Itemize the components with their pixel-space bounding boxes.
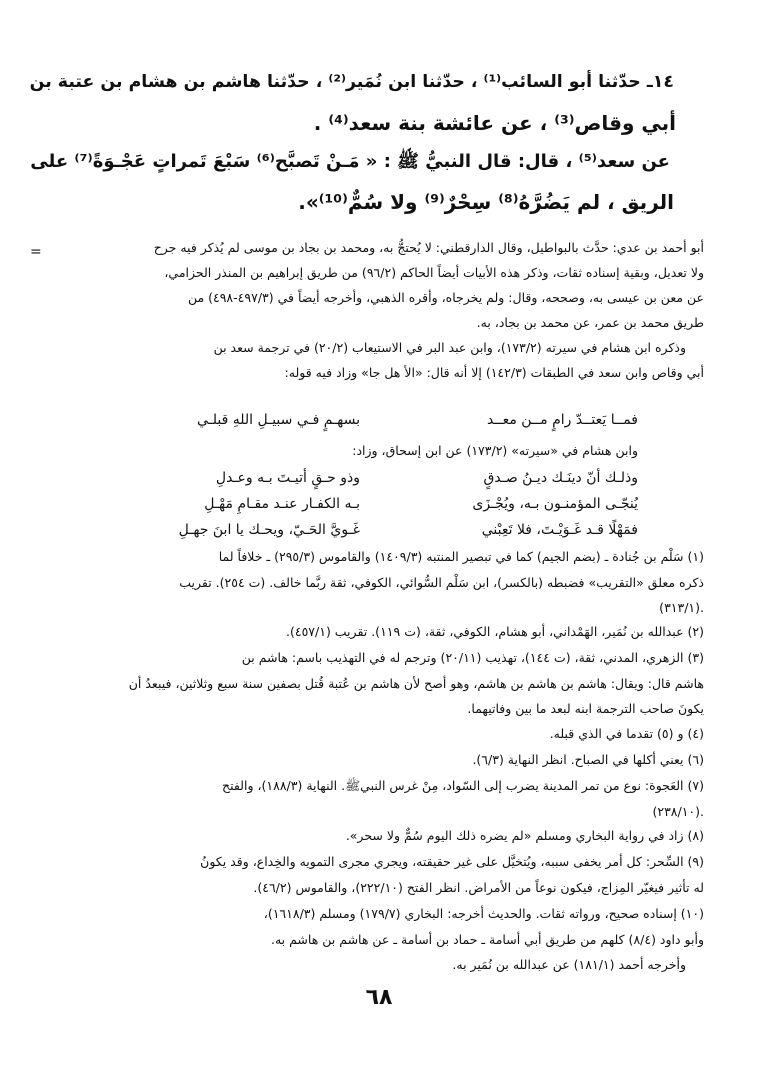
verse-second-hemistich: وذو حـقٍ أتيـتَ بـه وعـدلِ (215, 470, 360, 486)
footnote-line: (١) سَلْم بن جُنادة ـ (بضم الجيم) كما في تبصير المنتبه (١٤٠٩/٣) والقاموس (٢٩٥/٣) ـ خلافاً لما (218, 549, 704, 564)
hadith-line: عن سعد⁽⁵⁾ ، قال: قال النبيُّ ﷺ : « مَـنْ تَصبَّح⁽⁶⁾ سَبْعَ تَمراتٍ عَجْـوَةً⁽⁷⁾ على (30, 151, 670, 172)
footnote-line: طريق محمد بن عمر، عن محمد بن بجاد، به. (476, 315, 704, 330)
footnote-line: (٦) يعني أكلها في الصباح. انظر النهاية (٦/٣). (472, 752, 704, 767)
footnote-line: (١٠) إسناده صحيح، ورواته ثقات. والحديث أخرجه: البخاري (١٧٩/٧) ومسلم (١٦١٨/٣)، (263, 906, 704, 921)
footnote-line: (٢) عبدالله بن نُمَير، الهَمْداني، أبو هشام، الكوفي، ثقة، (ت ١١٩). تقريب (٤٥٧/١). (286, 624, 704, 639)
footnote-line: ذكره معلق «التقريب» فضبطه (بالكسر)، ابن سَلْم السُّوائي، الكوفي، ثقة ربَّما خالف. (ت ٢٥٤). تقريب (179, 575, 704, 590)
continuation-mark: = (30, 244, 42, 260)
footnote-line: ولا تعديل، وبقية إسناده ثقات، وذكر هذه الأبيات أيضاً الحاكم (٩٦/٢) من طريق إبراهيم بن المنذر الحزامي، (164, 265, 704, 280)
verse-first-hemistich: وذلـك أنّ دينَـك ديـنُ صـدقٍ (483, 470, 638, 486)
footnote-line: يكونَ صاحب الترجمة ابنه لبعد ما بين وفاتيهما. (467, 701, 704, 716)
footnote-line: وأبو داود (٨/٤) كلهم من طريق أبي أسامة ـ حماد بن أسامة ـ عن هاشم بن هاشم به. (270, 932, 704, 947)
hadith-line: ١٤ـ حدّثنا أبو السائب⁽¹⁾ ، حدّثنا ابن نُمَير⁽²⁾ ، حدّثنا هاشم بن هشام بن عتبة بن (29, 72, 674, 92)
verse-first-hemistich: فمــا يَعتــدّ رامٍ مــن معــد (487, 412, 638, 428)
hadith-line: أبي وقاص⁽³⁾ ، عن عائشة بنة سعد⁽⁴⁾ . (313, 111, 676, 135)
footnote-line: وأخرجه أحمد (١٨١/١) عن عبدالله بن نُمَير به. (452, 957, 686, 972)
hadith-line: الريق ، لم يَضُرَّهُ⁽⁸⁾ سِحْرٌ⁽⁹⁾ ولا سُمٌّ⁽¹⁰⁾». (298, 190, 674, 214)
verse-first-hemistich: يُنجّـى المؤمنـون بـه، ويُجْـزَى (472, 496, 638, 512)
footnote-line: أبو أحمد بن عدي: حدَّث بالبواطيل، وقال الدارقطني: لا يُحتجُّ به، ومحمد بن بجاد بن موسى لم يُذكر فيه جرح (153, 240, 704, 255)
footnote-line: عن معن بن عيسى به، وصححه، وقال: ولم يخرجاه، وأقره الذهبي، وأخرجه أيضاً في (٤٩٧/٣-٤٩٨) من (187, 290, 704, 305)
verse-second-hemistich: بسهـمٍ فـي سبيـلِ اللهِ قبلـي (196, 412, 360, 428)
footnote-line: (٨) زاد في رواية البخاري ومسلم «لم يضره ذلك اليوم سُمٌّ ولا سحر». (345, 828, 704, 843)
footnote-line: (٢٣٨/١٠). (652, 804, 704, 819)
footnote-line: هاشم قال: ويقال: هاشم بن هاشم بن هاشم، وهو أصح لأن هاشم بن عُتبة قُتل بصفين سنة سبع وثلاثين، فيبعدُ أن (128, 676, 704, 691)
footnote-line: (٣١٣/١). (659, 600, 704, 615)
footnote-line: له تأثير فيغيّر المِزاج، فيكون نوعاً من الأمراض. انظر الفتح (٢٢٢/١٠)، والقاموس (٤٦/٢). (253, 880, 704, 895)
verse-second-hemistich: بـه الكفـار عنـد مقـامِ مَهْـلِ (204, 496, 360, 512)
verse-first-hemistich: فمَهْلًا قـد غَـوَيْـتَ، فلا تَعِبْني (481, 522, 638, 538)
verse-second-hemistich: غَـويَّ الحَـيّ، ويحـك يا ابنَ جهـلِ (178, 522, 360, 538)
footnote-line: (٣) الزهري، المدني، ثقة، (ت ١٤٤)، تهذيب (٢٠/١١) وترجم له في التهذيب باسم: هاشم بن (241, 650, 704, 665)
page-number: ٦٨ (365, 985, 393, 1010)
footnote-line: (٩) السِّحر: كل أمر يخفى سببه، ويُتخيَّل على غير حقيقته، ويجري مجرى التمويه والخِداع، وقد يكونُ (200, 854, 704, 869)
footnote-line: وذكره ابن هشام في سيرته (١٧٣/٢)، وابن عبد البر في الاستيعاب (٢٠/٢) في ترجمة سعد بن (213, 340, 686, 355)
footnote-line: أبي وقاص وابن سعد في الطبقات (١٤٢/٣) إلا أنه قال: «الأ هل جا» وزاد فيه قوله: (284, 365, 704, 380)
footnote-line: (٤) و (٥) تقدما في الذي قبله. (549, 726, 704, 741)
footnote-line: (٧) العَجوة: نوع من تمر المدينة يضرب إلى السّواد، مِنْ غرس النبيﷺ. النهاية (١٨٨/٣)، والفتح (222, 778, 704, 793)
poem-intro: وابن هشام في «سيرته» (١٧٣/٢) عن ابن إسحاق، وزاد: (352, 443, 638, 458)
